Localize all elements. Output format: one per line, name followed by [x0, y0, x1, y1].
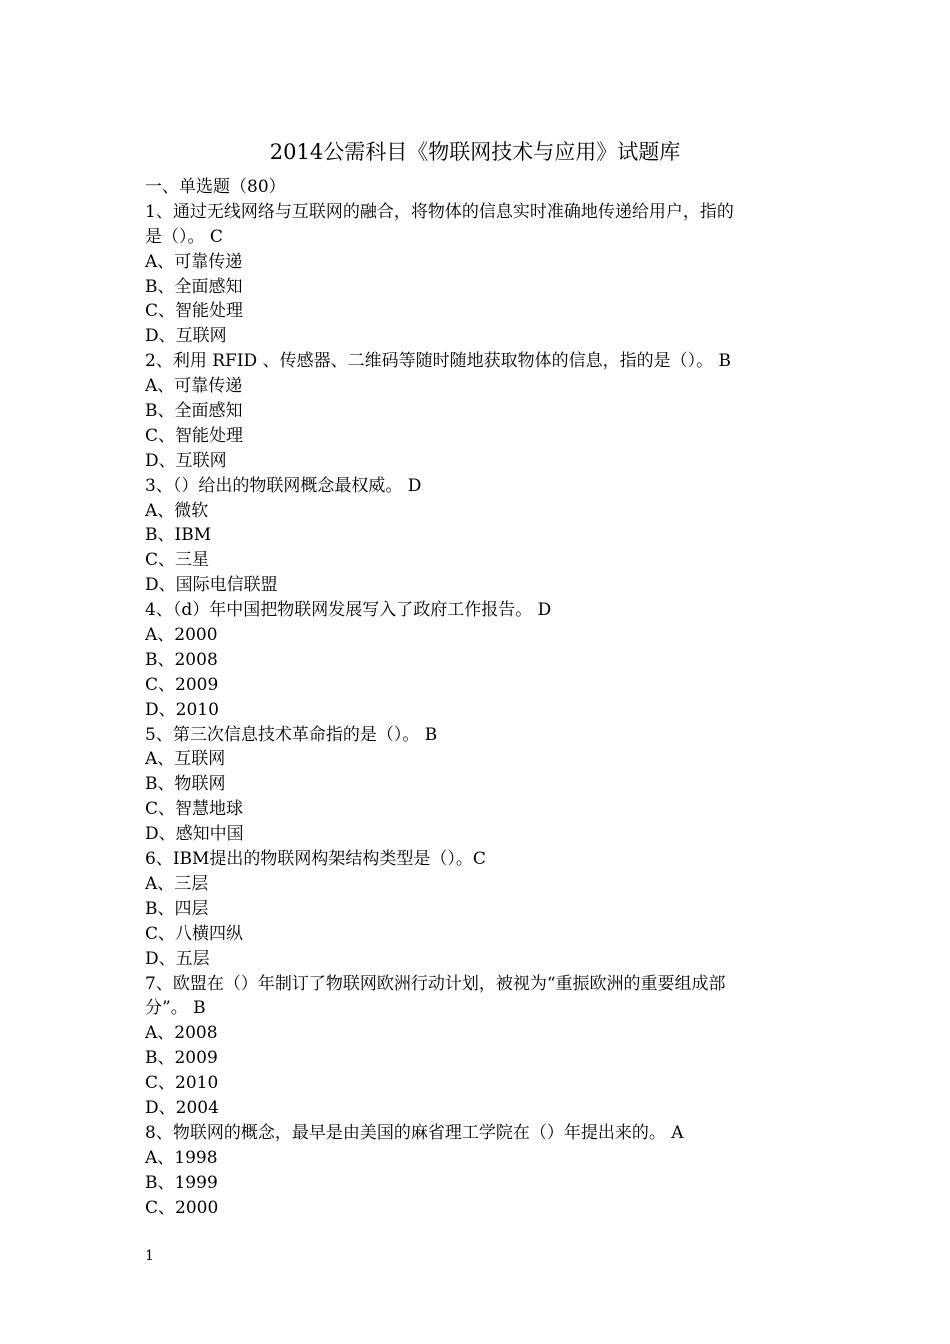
- text-line: C、智慧地球: [145, 799, 244, 820]
- text-line: C、八横四纵: [145, 923, 244, 944]
- text-line: 是（）。 C: [145, 226, 223, 247]
- text-line: 一、单选题（80）: [145, 177, 286, 197]
- page-number: 1: [145, 1248, 154, 1264]
- question-list: [145, 175, 815, 1220]
- text-line: A、1998: [145, 1147, 218, 1168]
- text-line: B、1999: [145, 1172, 218, 1193]
- text-line: B、全面感知: [145, 401, 243, 422]
- document-title: 2014公需科目《物联网技术与应用》试题库: [269, 140, 681, 164]
- text-line: A、三层: [145, 873, 209, 894]
- text-line: C、智能处理: [145, 301, 244, 322]
- text-line: C、2010: [145, 1073, 219, 1094]
- text-line: B、四层: [145, 898, 209, 919]
- text-line: 分”。 B: [145, 998, 206, 1019]
- text-line: D、感知中国: [145, 824, 244, 845]
- text-line: B、IBM: [145, 525, 212, 546]
- text-line: D、国际电信联盟: [145, 575, 278, 596]
- text-line: C、智能处理: [145, 425, 244, 446]
- text-line: 8、物联网的概念，最早是由美国的麻省理工学院在（）年提出来的。 A: [145, 1122, 684, 1143]
- text-line: D、2004: [145, 1097, 219, 1118]
- text-line: D、五层: [145, 948, 210, 969]
- text-line: 5、第三次信息技术革命指的是（）。 B: [145, 724, 438, 745]
- text-line: B、2009: [145, 1048, 218, 1069]
- text-line: B、全面感知: [145, 276, 243, 297]
- text-line: D、互联网: [145, 326, 227, 347]
- text-line: 4、（d）年中国把物联网发展写入了政府工作报告。 D: [145, 600, 552, 621]
- text-line: A、微软: [145, 500, 209, 521]
- text-line: 6、IBM提出的物联网构架结构类型是（）。C: [145, 849, 486, 870]
- text-line: A、2008: [145, 1023, 218, 1044]
- text-line: D、2010: [145, 699, 219, 720]
- text-line: A、2000: [145, 625, 218, 646]
- text-line: C、2000: [145, 1197, 219, 1218]
- text-line: C、2009: [145, 674, 219, 695]
- text-line: 3、（）给出的物联网概念最权威。 D: [145, 475, 422, 496]
- text-line: B、2008: [145, 649, 218, 670]
- text-line: 7、欧盟在（）年制订了物联网欧洲行动计划，被视为“重振欧洲的重要组成部: [145, 973, 726, 994]
- text-line: 2、利用 RFID 、传感器、二维码等随时随地获取物体的信息，指的是（）。 B: [145, 351, 731, 372]
- text-line: A、互联网: [145, 749, 226, 770]
- text-line: D、互联网: [145, 450, 227, 471]
- text-line: A、可靠传递: [145, 251, 243, 272]
- text-line: C、三星: [145, 550, 210, 571]
- text-line: A、可靠传递: [145, 376, 243, 397]
- text-line: 1、通过无线网络与互联网的融合，将物体的信息实时准确地传递给用户，指的: [145, 201, 734, 222]
- text-line: B、物联网: [145, 774, 226, 795]
